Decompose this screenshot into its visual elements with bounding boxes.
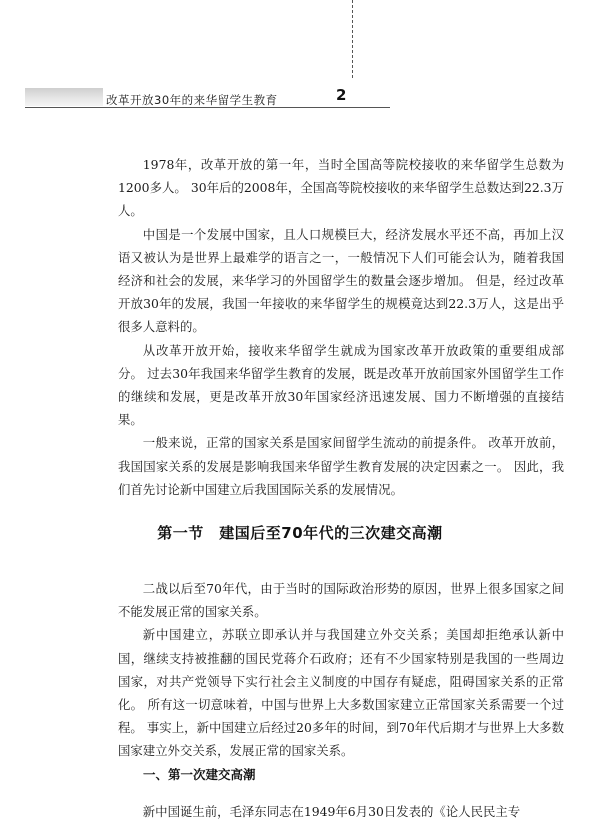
subsection-text	[118, 800, 564, 823]
paragraph: 新中国建立，苏联立即承认并与我国建立外交关系；美国却拒绝承认新中国，继续支持被推翻的国民党蒋介石政府；还有不少国家特别是我国的一些周边国家，对共产党领导下实行社会主义制度的中国存有疑虑，阻碍国家关系的正常化。 所有这一切意味着，中国与世界上大多数国家建立正常国家关系需要一个过程。 事实上，新中国建立后经过20多年的时间，到70年代后期才与世界上大多数国家建立外交关系，发展正常的国家关系。	[118, 627, 564, 759]
header-gradient-band	[25, 88, 103, 106]
paragraph: 中国是一个发展中国家，且人口规模巨大，经济发展水平还不高，再加上汉语又被认为是世界上最难学的语言之一，一般情况下人们可能会认为，随着我国经济和社会的发展，来华学习的外国留学生的数量会逐步增加。 但是，经过改革开放30年的发展，我国一年接收的来华留学生的规模竟达到22.3万人，这是出乎很多人意料的。	[118, 226, 564, 335]
running-title: 改革开放30年的来华留学生教育	[106, 93, 278, 107]
intro-text	[118, 153, 564, 501]
paragraph: 一般来说，正常的国家关系是国家间留学生流动的前提条件。 改革开放前，我国国家关系的发展是影响我国来华留学生教育发展的决定因素之一。 因此，我们首先讨论新中国建立后我国国际关系的发展情况。	[118, 435, 564, 497]
section-text	[118, 577, 564, 763]
section-heading: 第一节 建国后至70年代的三次建交高潮	[157, 524, 443, 542]
page-number: 2	[336, 86, 347, 104]
paragraph: 1978年，改革开放的第一年，当时全国高等院校接收的来华留学生总数为1200多人。 30年后的2008年，全国高等院校接收的来华留学生总数达到22.3万人。	[118, 157, 564, 219]
binding-fold-line	[352, 0, 353, 78]
paragraph: 新中国诞生前，毛泽东同志在1949年6月30日发表的《论人民民主专	[142, 804, 521, 819]
paragraph: 二战以后至70年代，由于当时的国际政治形势的原因，世界上很多国家之间不能发展正常的国家关系。	[118, 581, 564, 620]
paragraph: 从改革开放开始，接收来华留学生就成为国家改革开放政策的重要组成部分。 过去30年我国来华留学生教育的发展，既是改革开放前国家外国留学生工作的继续和发展，更是改革开放30年国家经济迅速发展、国力不断增强的直接结果。	[118, 342, 564, 428]
subsection-heading: 一、第一次建交高潮	[143, 767, 256, 782]
